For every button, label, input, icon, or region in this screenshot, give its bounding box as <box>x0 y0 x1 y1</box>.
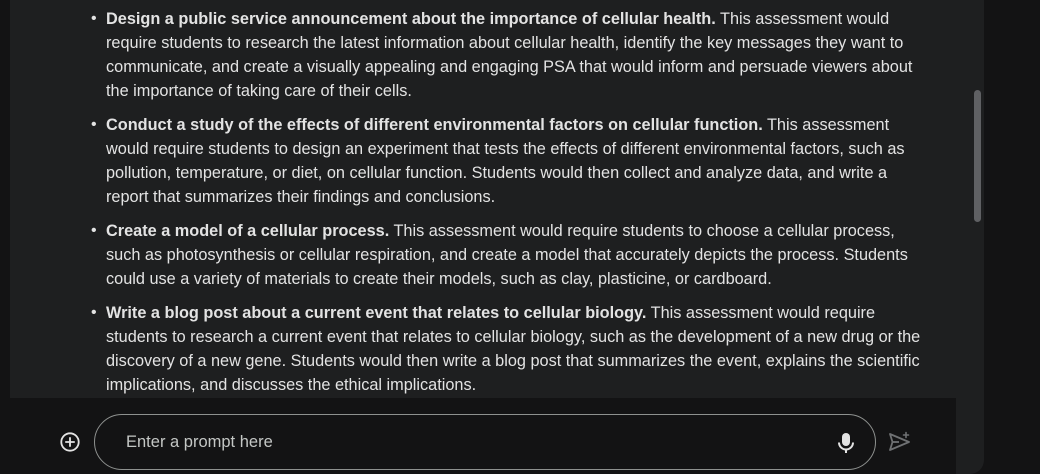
mic-icon <box>837 432 855 454</box>
prompt-box <box>94 414 876 470</box>
bullet: • <box>91 304 97 321</box>
item-text: This assessment would require students to research a current event that relates to cellular biology, such as the development of a new drug or the discovery of a new gene. Students would then write a blog post that summarizes the event, explains the scientific implications, and discusses the ethical implications. <box>106 304 921 394</box>
bullet: • <box>91 116 97 133</box>
send-icon <box>888 431 912 453</box>
prompt-input[interactable] <box>126 429 816 455</box>
item-text: This assessment would require students to research the latest information about cellular health, identify the key messages they want to communicate, and create a visually appealing and engaging PSA that would inform and persuade viewers about the importance of taking care of their cells. <box>106 10 913 100</box>
list-item <box>91 113 926 209</box>
response-panel <box>10 0 956 398</box>
list-item <box>91 7 926 103</box>
add-button[interactable] <box>57 429 83 455</box>
item-heading: Design a public service announcement about the importance of cellular health. <box>106 10 716 28</box>
item-heading: Write a blog post about a current event that relates to cellular biology. <box>106 304 647 322</box>
bullet: • <box>91 222 97 239</box>
microphone-button[interactable] <box>833 429 859 457</box>
bullet: • <box>91 10 97 27</box>
item-heading: Conduct a study of the effects of different environmental factors on cellular function. <box>106 116 763 134</box>
add-circle-icon <box>59 431 81 453</box>
window-margin <box>984 0 1040 474</box>
item-text: This assessment would require students to choose a cellular process, such as photosynthesis or cellular respiration, and create a model that accurately depicts the process. Students could use a variety of materials to create their models, such as clay, plasticine, or cardboard. <box>106 222 908 288</box>
item-text: This assessment would require students to design an experiment that tests the effects of different environmental factors, such as pollution, temperature, or diet, on cellular function. Students would then collect and analyze data, and write a report that summarizes their findings and conclusions. <box>106 116 905 206</box>
scrollbar-thumb[interactable] <box>974 90 981 222</box>
send-button[interactable] <box>886 428 914 456</box>
assessment-list <box>10 0 956 397</box>
list-item <box>91 219 926 291</box>
list-item <box>91 301 926 397</box>
item-heading: Create a model of a cellular process. <box>106 222 390 240</box>
